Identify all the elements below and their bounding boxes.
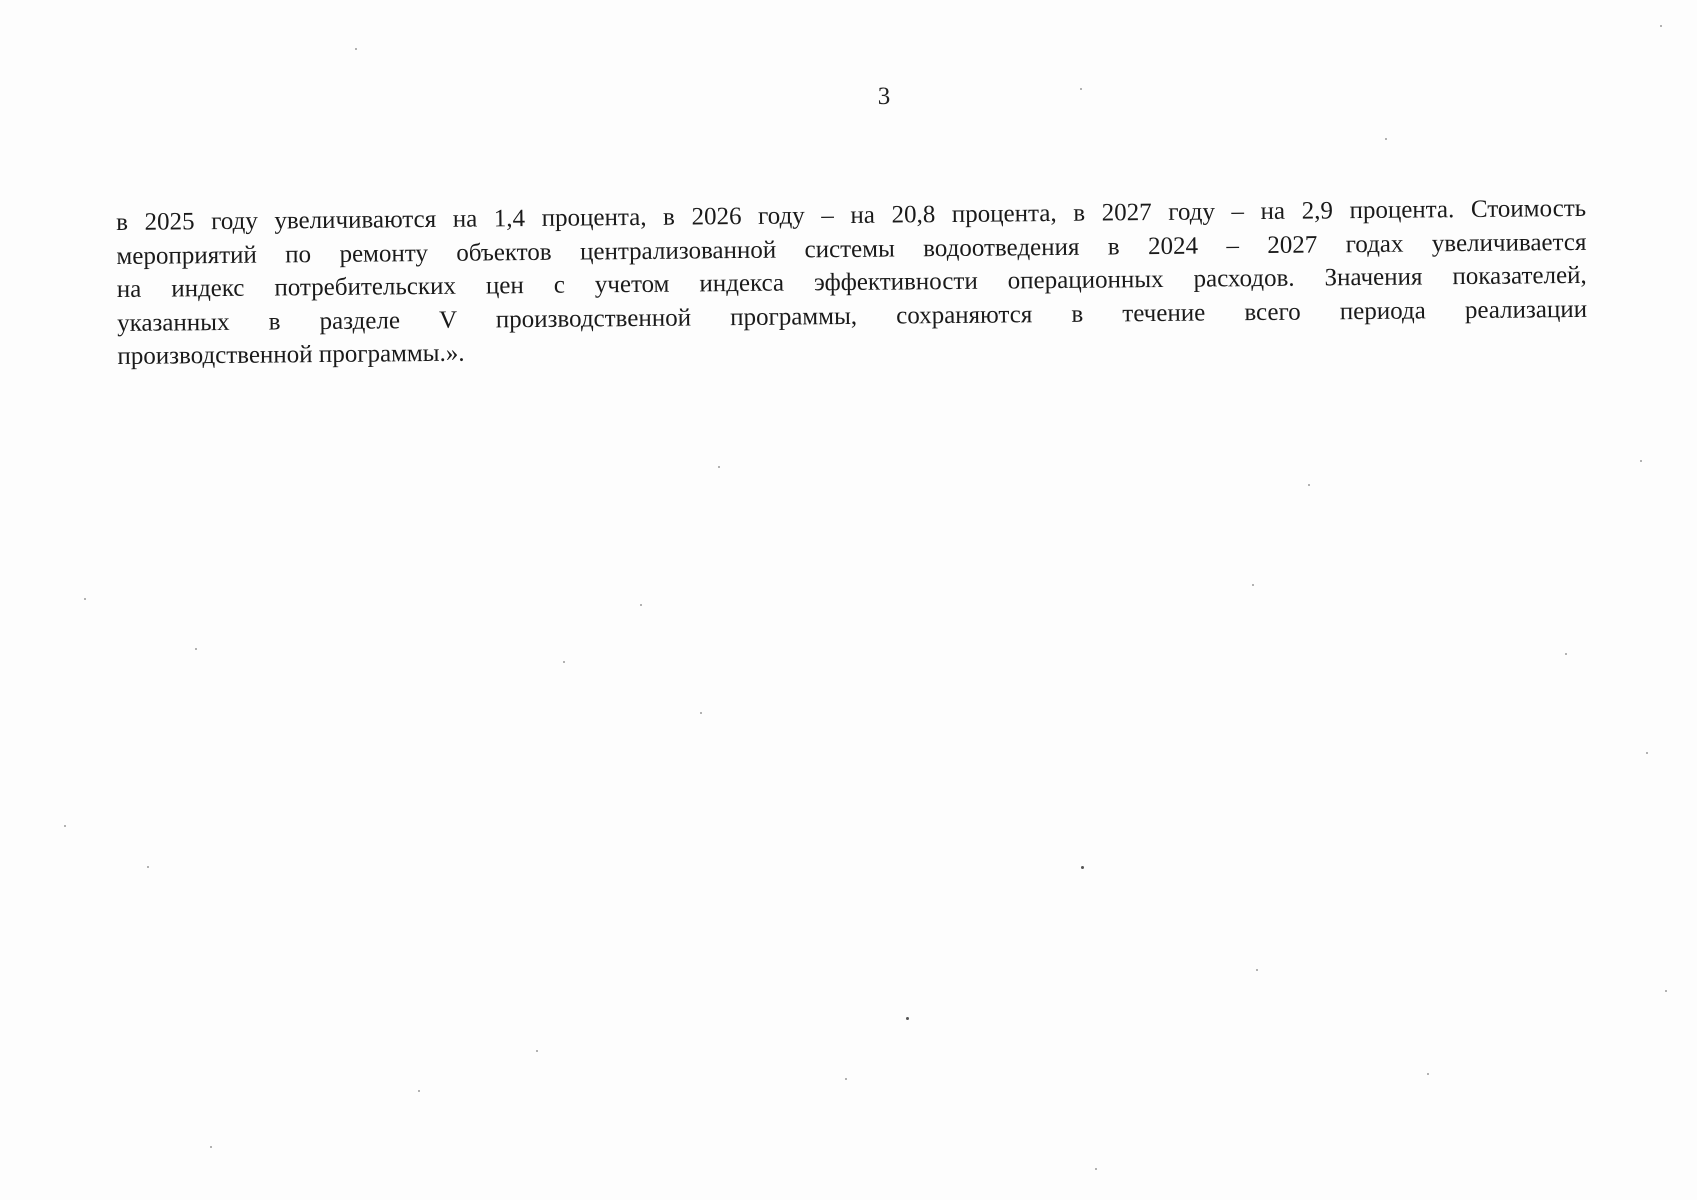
scan-speck	[147, 866, 149, 868]
scan-speck	[563, 661, 565, 663]
scan-speck	[700, 712, 702, 714]
paragraph-line: на индекс потребительских цен с учетом индекса эффективности операционных расходов. Значения показателей,	[116, 261, 1587, 303]
paragraph-line: в 2025 году увеличиваются на 1,4 процента, в 2026 году – на 20,8 процента, в 2027 году – на 2,9 процента. Стоимость	[116, 194, 1587, 236]
scan-speck	[1385, 138, 1387, 140]
scan-speck	[210, 1146, 212, 1148]
scan-speck	[1256, 969, 1258, 971]
scan-speck	[355, 48, 357, 50]
scan-speck	[640, 604, 642, 606]
scan-speck	[906, 1017, 909, 1020]
scan-speck	[1640, 460, 1642, 462]
scan-speck	[1080, 88, 1082, 90]
scan-speck	[536, 1050, 538, 1052]
scan-speck	[1427, 1073, 1429, 1075]
scan-speck	[84, 598, 86, 600]
scan-speck	[64, 825, 66, 827]
scan-speck	[1308, 484, 1310, 486]
scan-speck	[718, 466, 720, 468]
paragraph-line: мероприятий по ремонту объектов централизованной системы водоотведения в 2024 – 2027 годах увеличивается	[116, 228, 1587, 270]
scan-speck	[1565, 653, 1567, 655]
scan-speck	[1660, 25, 1662, 27]
body-paragraph	[116, 192, 1588, 374]
paragraph-line: указанных в разделе V производственной программы, сохраняются в течение всего периода реализации	[116, 295, 1588, 337]
scan-speck	[1665, 990, 1667, 992]
page-number: 3	[877, 83, 891, 110]
scan-speck	[1646, 752, 1648, 754]
paragraph-line: производственной программы.».	[117, 339, 465, 370]
scan-speck	[418, 1090, 420, 1092]
scan-speck	[1095, 1168, 1097, 1170]
scan-speck	[845, 1078, 847, 1080]
scan-speck	[1252, 584, 1254, 586]
scan-speck	[1081, 866, 1084, 869]
scan-speck	[195, 648, 197, 650]
